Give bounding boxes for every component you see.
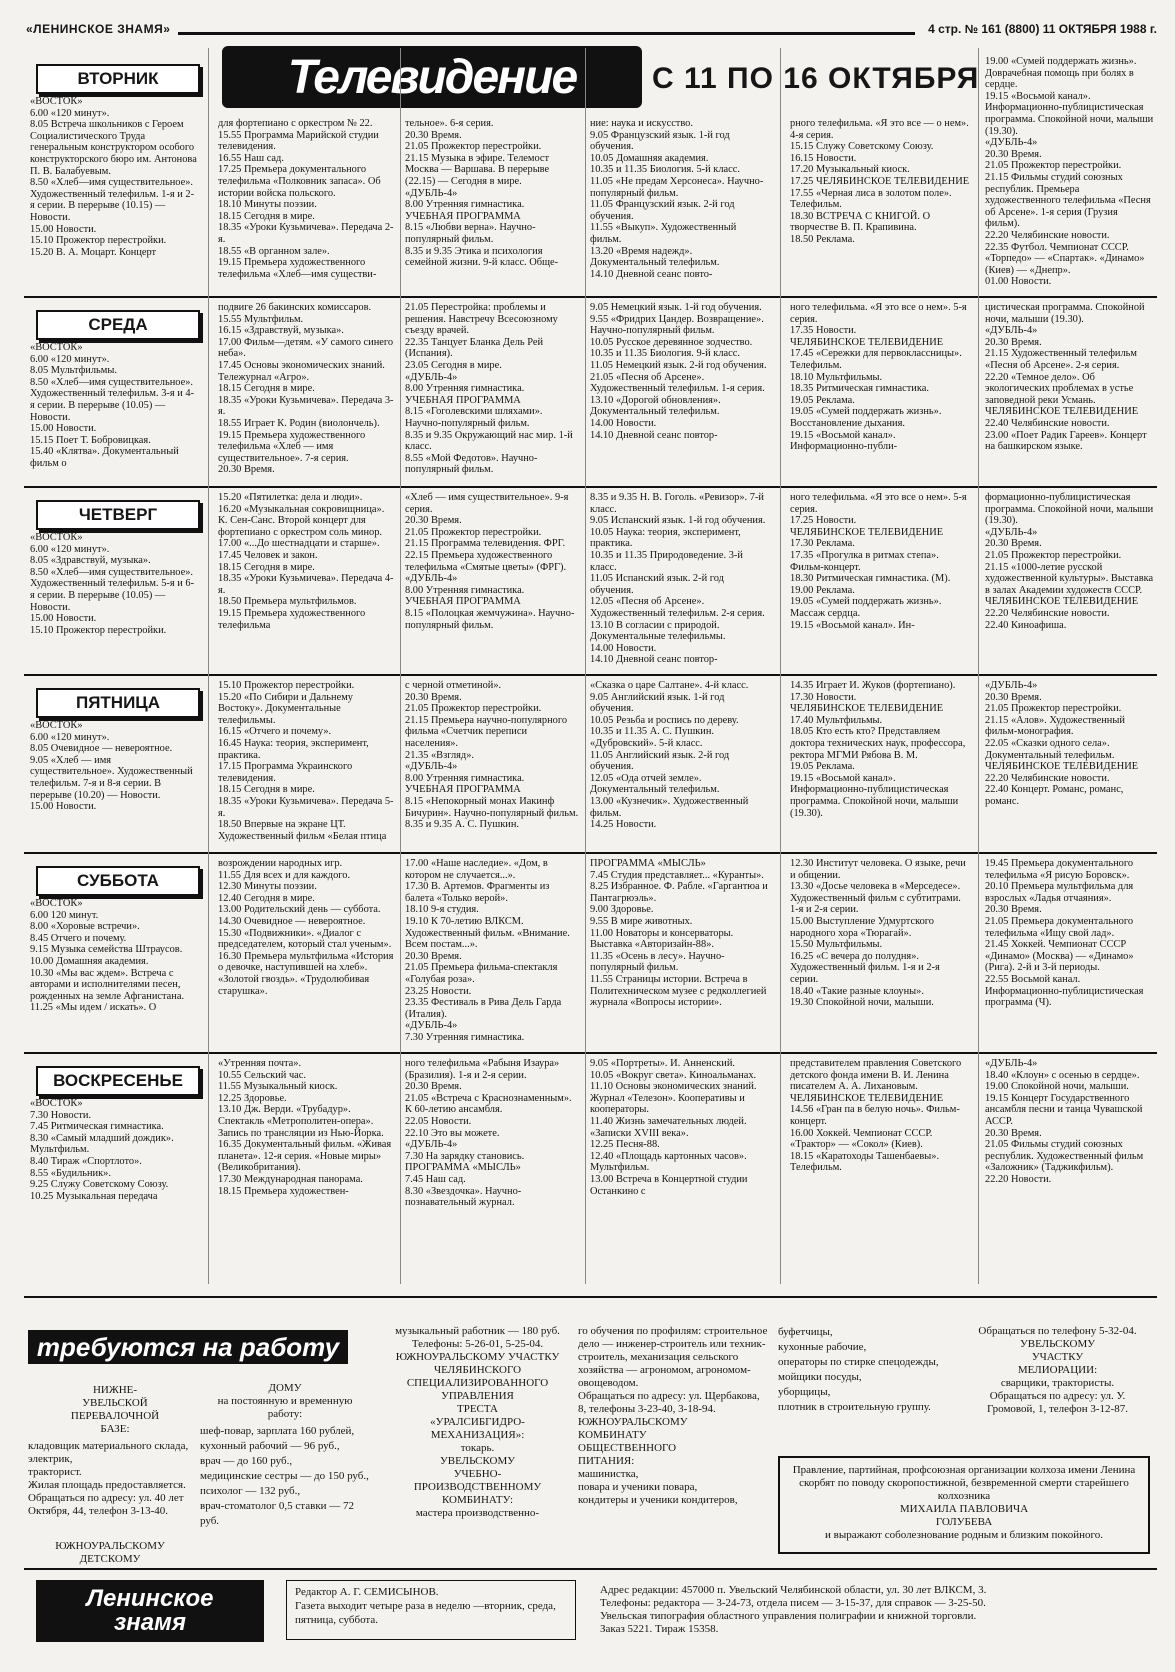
section-rule [24,1296,1157,1298]
obituary-box: Правление, партийная, профсоюзная организации колхоза имени Ленина скорбят по поводу скоропостижной, безвременной смерти старейшего колхозника МИХАИЛА ПАВЛОВИЧА ГОЛУБЕВА и выражают соболезнование родным и близким покойного. [778,1456,1150,1554]
day-heading: ВТОРНИК [36,64,200,94]
schedule-column: «ВОСТОК» 6.00 «120 минут». 8.05 «Здравствуй, музыка». 8.50 «Хлеб—имя существительное». Художественный телефильм. 5-я и 6-я серии. В перерыве (10.05) — Новости. 15.00 Новости. 15.10 Прожектор перестройки. [30,532,195,636]
ad-depot-heading: НИЖНЕ- УВЕЛЬСКОЙ ПЕРЕВАЛОЧНОЙ БАЗЕ: [70,1384,160,1435]
section-rule [24,296,1157,298]
schedule-column: для фортепиано с оркестром № 22. 15.55 Программа Марийской студии телевидения. 16.55 Наш сад. 17.25 Премьера документального телефильма «Полковник запаса». Об истории войска польского. 18.10 Минуты поэзии. 18.15 Сегодня в мире. 18.35 «Уроки Кузьмичева». Передача 2-я. 18.55 «В органном зале». 19.15 Премьера художественного телефильма «Хлеб—имя существи- [218,118,394,280]
section-rule [24,1052,1157,1054]
schedule-column: 12.30 Институт человека. О языке, речи и общении. 13.30 «Досье человека в «Мерседесе». Художественный фильм с субтитрами. 1-я и 2-я серии. 15.00 Выступление Удмуртского народного хора «Тюрагай». 15.50 Мультфильмы. 16.25 «С вечера до полудня». Художественный фильм. 1-я и 2-я серии. 18.40 «Такие разные клоуны». 19.30 Спокойной ночи, малыши. [790,858,966,1009]
day-heading: СУББОТА [36,866,200,896]
schedule-column: «ВОСТОК» 6.00 «120 минут». 8.05 Очевидное — невероятное. 9.05 «Хлеб — имя существительное». Художественный телефильм. 7-я и 8-я серии. В перерыве (10.20) — Новости. 15.00 Новости. [30,720,193,813]
schedule-column: 15.10 Прожектор перестройки. 15.20 «По Сибири и Дальнему Востоку». Документальные телефильмы. 16.15 «Отчего и почему». 16.45 Наука: теория, эксперимент, практика. 17.15 Программа Украинского телевидения. 18.15 Сегодня в мире. 18.35 «Уроки Кузьмичева». Передача 5-я. 18.50 Впервые на экране ЦТ. Художественный фильм «Белая птица [218,680,394,842]
imprint: Адрес редакции: 457000 п. Увельский Челябинской области, ул. 30 лет ВЛКСМ, 3. Телефоны: редактора — 3-24-73, отдела писем — 3-15-37, для справок — 3-25-50. Увельская типография областного управления полиграфии и книжной торговли. Заказ 5221. Тираж 15358. [600,1584,987,1635]
jobs-banner: требуются на работу [28,1330,348,1364]
ad-depot-body: кладовщик материального склада, электрик, тракторист. Жилая площадь предоставляется. Обращаться по адресу: ул. 40 лет Октября, 44, телефон 3-13-40. [28,1440,189,1517]
schedule-column: 15.20 «Пятилетка: дела и люди». 16.20 «Музыкальная сокровищница». К. Сен-Санс. Второй концерт для фортепиано с оркестром соль минор. 17.00 «...До шестнадцати и старше». 17.45 Человек и закон. 18.15 Сегодня в мире. 18.35 «Уроки Кузьмичева». Передача 4-я. 18.50 Премьера мультфильмов. 19.15 Премьера художественного телефильма [218,492,394,631]
header-rule [178,32,915,35]
column-divider [208,48,209,1284]
schedule-column: 19.45 Премьера документального телефильма «Я рисую Боровск». 20.10 Премьера мультфильма для взрослых «Ладья отчаяния». 20.30 Время. 21.05 Премьера документального телефильма «Ищу свой лад». 21.45 Хоккей. Чемпионат СССР «Динамо» (Москва) — «Динамо» (Рига). 2-й и 3-й периоды. 22.55 Восьмой канал. Информационно-публицистическая программа (Ч). [985,858,1144,1009]
newspaper-logo: Ленинское знамя [36,1580,264,1642]
footer-rule [24,1568,1157,1570]
column-divider [400,48,401,1284]
newspaper-name: «ЛЕНИНСКОЕ ЗНАМЯ» [26,22,171,36]
ad-depot-tail: ЮЖНОУРАЛЬСКОМУ ДЕТСКОМУ [55,1540,165,1565]
section-rule [24,674,1157,676]
schedule-column: 9.05 Немецкий язык. 1-й год обучения. 9.55 «Фридрих Цандер. Возвращение». Научно-популярный фильм. 10.05 Русское деревянное зодчество. 10.35 и 11.35 Биология. 9-й класс. 11.05 Немецкий язык. 2-й год обучения. 21.05 «Песня об Арсене». Художественный телефильм. 1-я серия. 13.10 «Дорогой обновления». Документальный телефильм. 14.00 Новости. 14.10 Дневной сеанс повтор- [590,302,767,441]
schedule-column: «ДУБЛЬ-4» 18.40 «Клоун» с осенью в сердце». 19.00 Спокойной ночи, малыши. 19.15 Концерт Государственного ансамбля песни и танца Чувашской АССР. 20.30 Время. 21.05 Фильмы студий союзных республик. Художественный фильм «Заложник» (Таджикфильм). 22.20 Новости. [985,1058,1144,1185]
section-rule [24,486,1157,488]
day-heading: ПЯТНИЦА [36,688,200,718]
ad-catering: го обучения по профилям: строительное дело — инженер-строитель или техник-строитель, механизация сельского хозяйства — агрономом, агрономом-овощеводом. Обращаться по адресу: ул. Щербакова, 8, телефоны 3-23-40, 3-18-94. ЮЖНОУРАЛЬСКОМУ КОМБИНАТУ ОБЩЕСТВЕННОГО ПИТАНИЯ: машинистка, повара и ученики повара, кондитеры и ученики кондитеров, [578,1325,768,1506]
schedule-column: тельное». 6-я серия. 20.30 Время. 21.05 Прожектор перестройки. 21.15 Музыка в эфире. Телемост Москва — Варшава. В перерыве (22.15) — Сегодня в мире. «ДУБЛЬ-4» 8.00 Утренняя гимнастика. УЧЕБНАЯ ПРОГРАММА 8.15 «Любви верна». Научно-популярный фильм. 8.35 и 9.35 Этика и психология семейной жизни. 9-й класс. Обще- [405,118,559,269]
schedule-column: «Утренняя почта». 10.55 Сельский час. 11.55 Музыкальный киоск. 12.25 Здоровье. 13.10 Дж. Верди. «Трубадур». Спектакль «Метрополитен-опера». Запись по трансляции из Нью-Йорка. 16.35 Документальный фильм. «Живая планета». 12-я серия. «Новые миры» (Великобритания). 17.30 Международная панорама. 18.15 Премьера художествен- [218,1058,392,1197]
column-divider [978,48,979,1284]
schedule-column: ние: наука и искусство. 9.05 Французский язык. 1-й год обучения. 10.05 Домашняя академия. 10.35 и 11.35 Биология. 5-й класс. 11.05 «Не предам Херсонеса». Научно-популярный фильм. 11.05 Французский язык. 2-й год обучения. 11.55 «Выкуп». Художественный фильм. 13.20 «Время надежд». Документальный телефильм. 14.10 Дневной сеанс повто- [590,118,764,280]
day-heading: ВОСКРЕСЕНЬЕ [36,1066,200,1096]
schedule-column: «ВОСТОК» 6.00 120 минут. 8.00 «Хоровые встречи». 8.45 Отчего и почему. 9.15 Музыка семейства Штраусов. 10.00 Домашняя академия. 10.30 «Мы вас ждем». Встреча с авторами и исполнителями песен, рожденных на земле Афганистана. 11.25 «Мы идем / искать». О [30,898,185,1014]
schedule-column: с черной отметиной». 20.30 Время. 21.05 Прожектор перестройки. 21.15 Премьера научно-популярного фильма «Счетчик переписи населения». 21.35 «Взгляд». «ДУБЛЬ-4» 8.00 Утренняя гимнастика. УЧЕБНАЯ ПРОГРАММА 8.15 «Непокорный монах Иакинф Бичурин». Научно-популярный фильм. 8.35 и 9.35 А. С. Пушкин. [405,680,579,831]
schedule-column: «ВОСТОК» 6.00 «120 минут». 8.05 Встреча школьников с Героем Социалистического Труда генеральным конструктором особого конструкторского бюро им. Антонова П. В. Балабуевым. 8.50 «Хлеб—имя существительное». Художественный телефильм. 1-я и 2-я серии. В перерыве (10.15) — Новости. 15.00 Новости. 15.10 Прожектор перестройки. 15.20 В. А. Моцарт. Концерт [30,96,197,258]
schedule-column: 14.35 Играет И. Жуков (фортепиано). 17.30 Новости. ЧЕЛЯБИНСКОЕ ТЕЛЕВИДЕНИЕ 17.40 Мультфильмы. 18.05 Кто есть кто? Представляем доктора технических наук, профессора, ректора МГМИ Рябова В. М. 19.05 Реклама. 19.15 «Восьмой канал». Информационно-публицистическая программа. Спокойной ночи, малыши (19.30). [790,680,966,819]
schedule-column: 21.05 Перестройка: проблемы и решения. Навстречу Всесоюзному съезду врачей. 22.35 Танцует Бланка Дель Рей (Испания). 23.05 Сегодня в мире. «ДУБЛЬ-4» 8.00 Утренняя гимнастика. УЧЕБНАЯ ПРОГРАММА 8.15 «Гоголевскими шляхами». Научно-популярный фильм. 8.35 и 9.35 Окружающий нас мир. 1-й класс. 8.55 «Мой Федотов». Научно-популярный фильм. [405,302,573,476]
schedule-column: «ВОСТОК» 7.30 Новости. 7.45 Ритмическая гимнастика. 8.30 «Самый младший дождик». Мультфильм. 8.40 Тираж «Спортлото». 8.55 «Будильник». 9.25 Служу Советскому Союзу. 10.25 Музыкальная передача [30,1098,174,1202]
schedule-column: формационно-публицистическая программа. Спокойной ночи, малыши (19.30). «ДУБЛЬ-4» 20.30 Время. 21.05 Прожектор перестройки. 21.15 «1000-летие русской художественной культуры». Выставка в залах Академии художеств СССР. ЧЕЛЯБИНСКОЕ ТЕЛЕВИДЕНИЕ 22.20 Челябинские новости. 22.40 Киноафиша. [985,492,1154,631]
schedule-column: ного телефильма. «Я это все о нем». 5-я серия. 17.35 Новости. ЧЕЛЯБИНСКОЕ ТЕЛЕВИДЕНИЕ 17.45 «Сережки для первоклассницы». Телефильм. 18.10 Мультфильмы. 18.35 Ритмическая гимнастика. 19.05 Реклама. 19.05 «Сумей поддержать жизнь». Восстановление дыхания. 19.15 «Восьмой канал». Информационно-публи- [790,302,967,453]
schedule-column: возрождении народных игр. 11.55 Для всех и для каждого. 12.30 Минуты поэзии. 12.40 Сегодня в мире. 13.00 Родительский день — суббота. 14.30 Очевидное — невероятное. 15.30 «Подвижники». «Диалог с председателем, который стал ученым». 16.30 Премьера мультфильма «История о девочке, наступившей на хлеб». «Золотой гвоздь». «Трудолюбивая старушка». [218,858,394,997]
day-heading: СРЕДА [36,310,200,340]
editor-box: Редактор А. Г. СЕМИСЫНОВ. Газета выходит четыре раза в неделю —вторник, среда, пятница, суббота. [286,1580,576,1640]
schedule-column: ного телефильма «Рабыня Изаура» (Бразилия). 1-я и 2-я серии. 20.30 Время. 21.05 «Встреча с Краснознаменным». К 60-летию ансамбля. 22.05 Новости. 22.10 Это вы можете. «ДУБЛЬ-4» 7.30 На зарядку становись. ПРОГРАММА «МЫСЛЬ» 7.45 Наш сад. 8.30 «Звездочка». Научно-познавательный журнал. [405,1058,572,1209]
schedule-column: «Хлеб — имя существительное». 9-я серия. 20.30 Время. 21.05 Прожектор перестройки. 21.15 Программа телевидения. ФРГ. 22.15 Премьера художественного телефильма «Смятые цветы» (ФРГ). «ДУБЛЬ-4» 8.00 Утренняя гимнастика. УЧЕБНАЯ ПРОГРАММА 8.15 «Полоцкая жемчужина». Научно-популярный фильм. [405,492,575,631]
schedule-column: ПРОГРАММА «МЫСЛЬ» 7.45 Студия представляет... «Куранты». 8.25 Избранное. Ф. Рабле. «Гаргантюа и Пантагрюэль». 9.00 Здоровье. 9.55 В мире животных. 11.00 Новаторы и консерваторы. Выставка «Авторизайн-88». 11.35 «Осень в лесу». Научно-популярный фильм. 11.55 Страницы истории. Встреча в Политехническом музее с редколлегией журнала «Вопросы истории». [590,858,768,1009]
date-range: С 11 ПО 16 ОКТЯБРЯ [652,62,980,95]
schedule-column: рного телефильма. «Я это все — о нем». 4-я серия. 15.15 Служу Советскому Союзу. 16.15 Новости. 17.20 Музыкальный киоск. 17.25 ЧЕЛЯБИНСКОЕ ТЕЛЕВИДЕНИЕ 17.55 «Черная лиса в золотом поле». Телефильм. 18.30 ВСТРЕЧА С КНИГОЙ. О творчестве В. П. Крапивина. 18.50 Реклама. [790,118,970,245]
schedule-column: «ДУБЛЬ-4» 20.30 Время. 21.05 Прожектор перестройки. 21.15 «Алов». Художественный фильм-монография. 22.05 «Сказки одного села». Документальный телефильм. ЧЕЛЯБИНСКОЕ ТЕЛЕВИДЕНИЕ 22.20 Челябинские новости. 22.40 Концерт. Романс, романс, романс. [985,680,1139,807]
ad-children-home-heading: ДОМУ на постоянную и временную работу: [217,1382,353,1420]
issue-info: 4 стр. № 161 (8800) 11 ОКТЯБРЯ 1988 г. [928,22,1157,36]
column-divider [585,48,586,1284]
ad-melioration: Обращаться по телефону 5-32-04. УВЕЛЬСКОМУ УЧАСТКУ МЕЛИОРАЦИИ: сварщики, трактористы. Обращаться по адресу: ул. У. Громовой, 1, телефон 3-12-87. [978,1325,1137,1415]
schedule-column: представителем правления Советского детского фонда имени В. И. Ленина писателем А. А. Лихановым. ЧЕЛЯБИНСКОЕ ТЕЛЕВИДЕНИЕ 14.56 «Гран па в белую ночь». Фильм-концерт. 16.00 Хоккей. Чемпионат СССР. «Трактор» — «Сокол» (Киев). 18.15 «Каратоходы Ташенбаевы». Телефильм. [790,1058,962,1174]
page-title: Телевидение [222,46,642,108]
column-divider [780,48,781,1284]
schedule-column: 19.00 «Сумей поддержать жизнь». Доврачебная помощь при болях в сердце. 19.15 «Восьмой канал». Информационно-публицистическая программа. Спокойной ночи, малыши (19.30). «ДУБЛЬ-4» 20.30 Время. 21.05 Прожектор перестройки. 21.15 Фильмы студий союзных республик. Премьера художественного телефильма «Песня об Арсене». 1-я серия (Грузия фильм). 22.20 Челябинские новости. 22.35 Футбол. Чемпионат СССР. «Торпедо» — «Спартак». «Динамо» (Киев) — «Днепр». 01.00 Новости. [985,56,1154,288]
schedule-column: «Сказка о царе Салтане». 4-й класс. 9.05 Английский язык. 1-й год обучения. 10.05 Резьба и роспись по дереву. 10.35 и 11.35 А. С. Пушкин. «Дубровский». 5-й класс. 11.05 Английский язык. 2-й год обучения. 12.05 «Ода отчей земле». Документальный телефильм. 13.00 «Кузнечик». Художественный фильм. 14.25 Новости. [590,680,749,831]
ad-catering-staff: буфетчицы, кухонные рабочие, операторы по стирке спецодежды, мойщики посуды, уборщицы, плотник в строительную группу. [778,1326,939,1413]
schedule-column: «ВОСТОК» 6.00 «120 минут». 8.05 Мультфильмы. 8.50 «Хлеб—имя существительное». Художественный телефильм. 3-я и 4-я серии. В перерыве (10.05) — Новости. 15.00 Новости. 15.15 Поет Т. Бобровицкая. 15.40 «Клятва». Документальный фильм о [30,342,195,469]
ad-children-home-body: шеф-повар, зарплата 160 рублей, кухонный рабочий — 96 руб., врач — до 160 руб., медицинские сестры — до 150 руб., психолог — 132 руб., врач-стоматолог 0,5 ставки — 72 руб. [200,1425,369,1527]
schedule-column: подвиге 26 бакинских комиссаров. 15.55 Мультфильм. 16.15 «Здравствуй, музыка». 17.00 Фильм—детям. «У самого синего неба». 17.45 Основы экономических знаний. Тележурнал «Агро». 18.15 Сегодня в мире. 18.35 «Уроки Кузьмичева». Передача 3-я. 18.55 Играет К. Родин (виолончель). 19.15 Премьера художественного телефильма «Хлеб — имя существительное». 7-я серия. 20.30 Время. [218,302,394,476]
schedule-column: 17.00 «Наше наследие». «Дом, в котором не случается...». 17.30 В. Артемов. Фрагменты из балета «Только верой». 18.10 9-я студия. 19.10 К 70-летию ВЛКСМ. Художественный фильм. «Внимание. Всем постам...». 20.30 Время. 21.05 Премьера фильма-спектакля «Голубая роза». 23.25 Новости. 23.35 Фестиваль в Рива Дель Гарда (Италия). «ДУБЛЬ-4» 7.30 Утренняя гимнастика. [405,858,570,1043]
schedule-column: ного телефильма. «Я это все о нем». 5-я серия. 17.25 Новости. ЧЕЛЯБИНСКОЕ ТЕЛЕВИДЕНИЕ 17.30 Реклама. 17.35 «Прогулка в ритмах степа». Фильм-концерт. 18.30 Ритмическая гимнастика. (М). 19.00 Реклама. 19.05 «Сумей поддержать жизнь». Массаж сердца. 19.15 «Восьмой канал». Ин- [790,492,967,631]
schedule-column: 8.35 и 9.35 Н. В. Гоголь. «Ревизор». 7-й класс. 9.05 Испанский язык. 1-й год обучения. 10.05 Наука: теория, эксперимент, практика. 10.35 и 11.35 Природоведение. 3-й класс. 11.05 Испанский язык. 2-й год обучения. 12.05 «Песня об Арсене». Художественный телефильм. 2-я серия. 13.10 В согласии с природой. Документальные телефильмы. 14.00 Новости. 14.10 Дневной сеанс повтор- [590,492,766,666]
schedule-column: цистическая программа. Спокойной ночи, малыши (19.30). «ДУБЛЬ-4» 20.30 Время. 21.15 Художественный телефильм «Песня об Арсене». 2-я серия. 22.20 «Темное дело». Об экологических проблемах в устье заповедной реки Усмань. ЧЕЛЯБИНСКОЕ ТЕЛЕВИДЕНИЕ 22.40 Челябинские новости. 23.00 «Поет Радик Гареев». Концерт на башкирском языке. [985,302,1147,453]
day-heading: ЧЕТВЕРГ [36,500,200,530]
section-rule [24,852,1157,854]
ad-mechanization: музыкальный работник — 180 руб. Телефоны: 5-26-01, 5-25-04. ЮЖНОУРАЛЬСКОМУ УЧАСТКУ ЧЕЛЯБИНСКОГО СПЕЦИАЛИЗИРОВАННОГО УПРАВЛЕНИЯ ТРЕСТА «УРАЛСИБГИДРО- МЕХАНИЗАЦИЯ»: токарь. УВЕЛЬСКОМУ УЧЕБНО- ПРОИЗВОДСТВЕННОМУ КОМБИНАТУ: мастера производственно- [395,1325,560,1519]
schedule-column: 9.05 «Портреты». И. Анненский. 10.05 «Вокруг света». Киноальманах. 11.10 Основы экономических знаний. Журнал «Телезон». Кооперативы и кооператоры. 11.40 Жизнь замечательных людей. «Записки XVIII века». 12.25 Песня-88. 12.40 «Площадь картонных часов». Мультфильм. 13.00 Встреча в Концертной студии Останкино с [590,1058,757,1197]
